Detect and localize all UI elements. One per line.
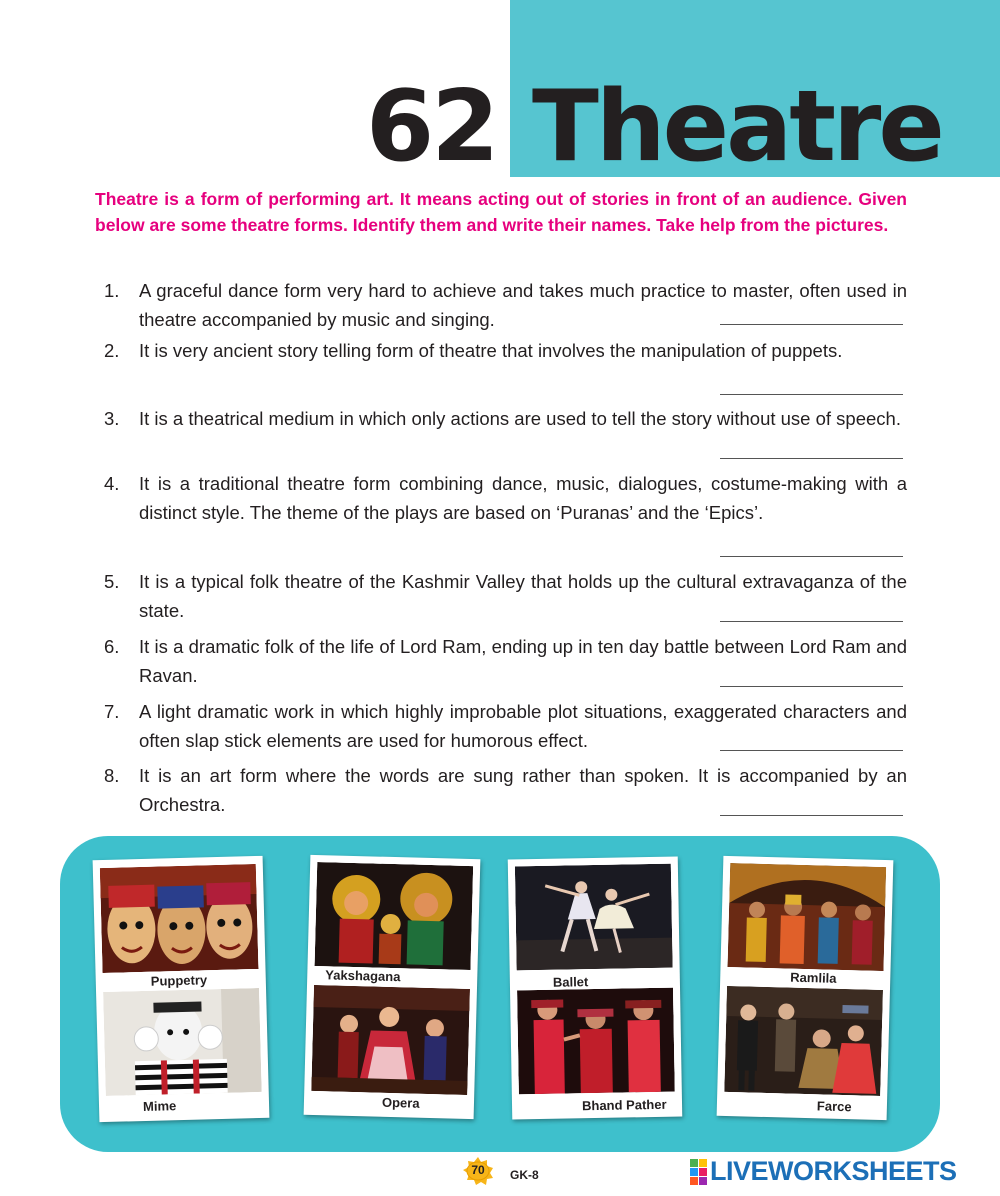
question-4	[104, 469, 907, 527]
question-text: It is an art form where the words are sung rather than spoken. It is accompanied by an Orchestra.	[139, 765, 907, 815]
chapter-title: Theatre	[532, 70, 942, 184]
picture-card-yakshagana-opera	[304, 855, 481, 1119]
question-text: A graceful dance form very hard to achieve and takes much practice to master, often used in theatre accompanied by music and singing.	[139, 280, 907, 330]
question-number: 2.	[104, 340, 120, 361]
question-7	[104, 697, 907, 755]
question-text: It is a traditional theatre form combining dance, music, dialogues, costume-making with a distinct style. The theme of the plays are based on ‘Puranas’ and the ‘Epics’.	[139, 473, 907, 523]
picture-card-ballet-bhandpather	[508, 857, 683, 1120]
question-text: It is a theatrical medium in which only actions are used to tell the story without use of speech.	[139, 408, 901, 429]
chapter-number: 62	[366, 70, 497, 184]
grade-label: GK-8	[510, 1168, 539, 1182]
answer-line-7[interactable]	[720, 750, 903, 751]
question-number: 4.	[104, 473, 120, 494]
question-6	[104, 632, 907, 690]
question-number: 8.	[104, 765, 120, 786]
answer-line-2[interactable]	[720, 394, 903, 395]
question-number: 1.	[104, 280, 120, 301]
question-number: 3.	[104, 408, 120, 429]
bhand-pather-photo	[517, 988, 675, 1095]
caption-yakshagana: Yakshagana	[325, 967, 401, 985]
picture-card-puppetry-mime	[93, 856, 270, 1122]
question-number: 7.	[104, 701, 120, 722]
intro-instructions: Theatre is a form of performing art. It means acting out of stories in front of an audience. Given below are some theatre forms. Identify them and write their names. Take help from the pictures.	[95, 189, 907, 235]
page-number: 70	[471, 1163, 485, 1177]
caption-ballet: Ballet	[552, 974, 589, 990]
opera-photo	[311, 985, 470, 1095]
answer-line-4[interactable]	[720, 556, 903, 557]
question-text: It is very ancient story telling form of theatre that involves the manipulation of puppets.	[139, 340, 843, 361]
question-1	[104, 276, 907, 334]
farce-photo	[724, 986, 883, 1096]
yakshagana-photo	[315, 862, 474, 970]
liveworksheets-blocks-icon	[690, 1159, 708, 1185]
answer-line-3[interactable]	[720, 458, 903, 459]
question-5	[104, 567, 907, 625]
picture-card-ramlila-farce	[717, 856, 894, 1120]
question-3	[104, 404, 907, 433]
answer-line-5[interactable]	[720, 621, 903, 622]
answer-line-1[interactable]	[720, 324, 903, 325]
question-text: A light dramatic work in which highly improbable plot situations, exaggerated characters and often slap stick elements are used for humorous effect.	[139, 701, 907, 751]
caption-ramlila: Ramlila	[790, 969, 837, 986]
caption-puppetry: Puppetry	[150, 972, 208, 989]
liveworksheets-wordmark: LIVEWORKSHEETS	[710, 1156, 957, 1186]
caption-bhand-pather: Bhand Pather	[581, 1096, 667, 1114]
answer-line-8[interactable]	[720, 815, 903, 816]
caption-opera: Opera	[381, 1094, 420, 1111]
liveworksheets-logo	[690, 1156, 957, 1187]
puppetry-photo	[100, 864, 259, 973]
question-text: It is a dramatic folk of the life of Lord Ram, ending up in ten day battle between Lord Ram and Ravan.	[139, 636, 907, 686]
ballet-photo	[515, 864, 673, 971]
mime-photo	[103, 988, 262, 1096]
answer-line-6[interactable]	[720, 686, 903, 687]
question-number: 6.	[104, 636, 120, 657]
question-2	[104, 336, 907, 365]
ramlila-photo	[728, 863, 887, 971]
question-8	[104, 761, 907, 819]
caption-farce: Farce	[816, 1098, 852, 1115]
caption-mime: Mime	[142, 1098, 177, 1115]
question-number: 5.	[104, 571, 120, 592]
question-text: It is a typical folk theatre of the Kashmir Valley that holds up the cultural extravaganza of the state.	[139, 571, 907, 621]
